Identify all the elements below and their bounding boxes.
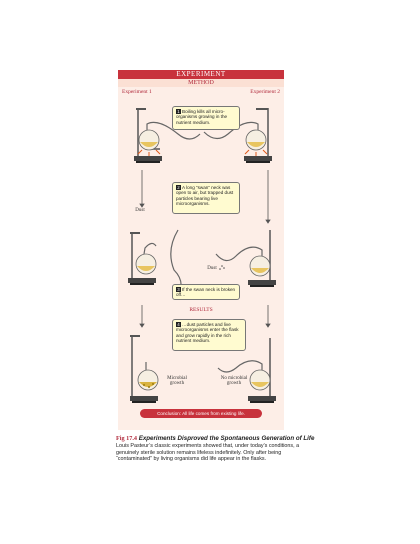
experiment-banner: EXPERIMENT: [118, 70, 284, 79]
caption-title: [116, 435, 316, 442]
step-1-callout: [172, 106, 240, 130]
stand-5: [130, 335, 158, 403]
dust-label-left: Dust: [135, 208, 145, 213]
caption-heading: Experiments Disproved the Spontaneous Generation of Life: [138, 435, 315, 442]
no-microbial-growth-label: No microbial growth: [220, 376, 248, 386]
caption-body: Louis Pasteur’s classic experiments showed that, under today’s conditions, a genuinely sterile solution remains lifeless indefinitely. Only after being “contaminated” by living organisms did life appear in the flasks.: [116, 443, 300, 463]
flask-4: [216, 247, 270, 276]
step-1-number: 1: [177, 109, 180, 114]
method-bar: METHOD: [118, 79, 284, 87]
step-3-text: If the swan neck is broken off…: [176, 287, 236, 298]
flask-5: [138, 362, 158, 390]
step-4-text: …dust particles and live microorganisms enter the flask and grow rapidly in the rich nutrient medium.: [176, 322, 239, 343]
figure-caption: [116, 435, 316, 463]
step-3-callout: [172, 284, 240, 300]
dust-label-center: Dust: [207, 266, 217, 271]
broken-neck: [171, 230, 181, 292]
step-1-text: Boiling kills all micro-organisms growing in the nutrient medium.: [176, 109, 228, 125]
conclusion-banner: Conclusion: All life comes from existing life.: [140, 409, 262, 418]
experiment-2-label: Experiment 2: [250, 89, 280, 95]
step-2-callout: [172, 182, 240, 214]
results-label: RESULTS: [189, 307, 213, 313]
microbial-growth-label: Microbial growth: [167, 376, 187, 386]
step-2-text: A long “swan” neck was open to air, but trapped dust particles bearing live microorganisms.: [176, 185, 234, 206]
step-3-number: 3: [177, 287, 180, 292]
flask-3: [136, 243, 156, 274]
figure-number: Fig 17.4: [116, 435, 137, 442]
step-2-number: 2: [177, 185, 180, 190]
experiment-figure: [118, 70, 284, 430]
experiment-1-label: Experiment 1: [122, 89, 152, 95]
step-4-number: 4: [177, 322, 180, 327]
step-4-callout: [172, 319, 246, 351]
